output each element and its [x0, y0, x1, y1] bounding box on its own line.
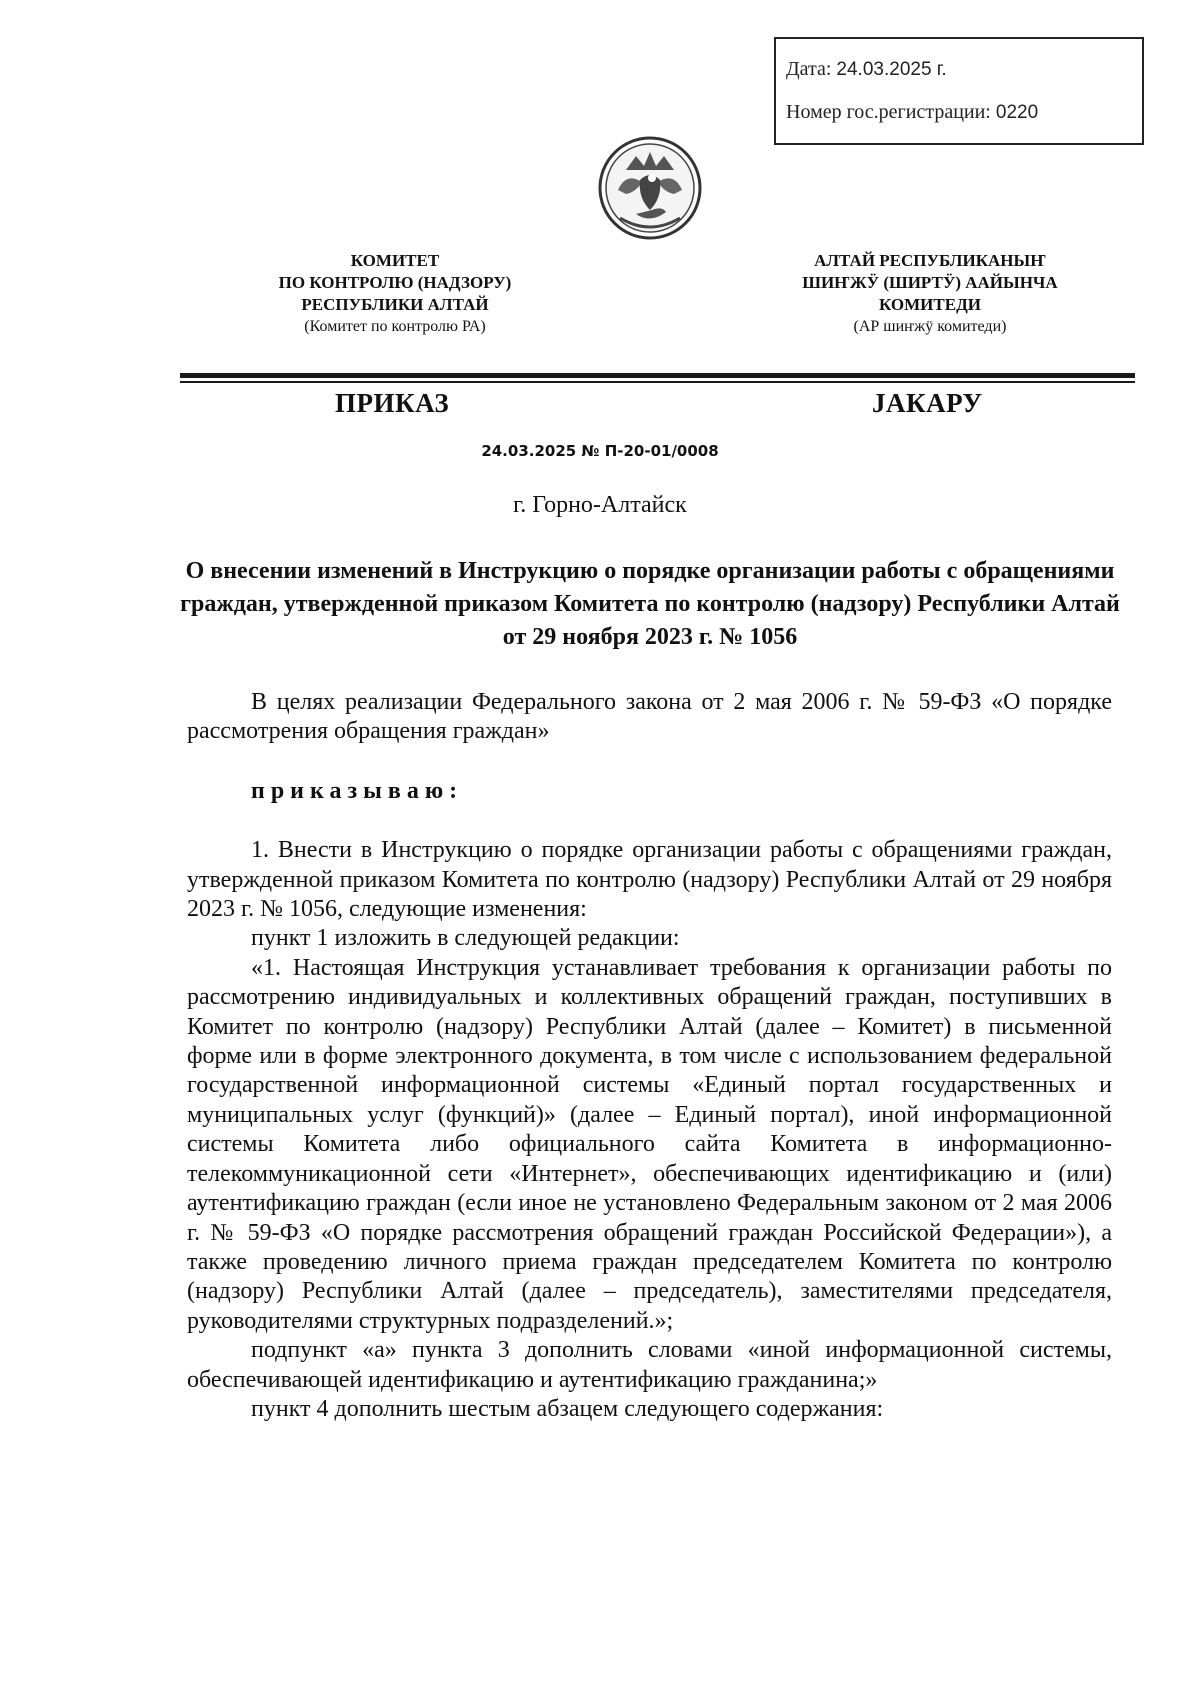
registration-date-label: Дата:	[786, 58, 832, 80]
paragraph-4: подпункт «а» пункта 3 дополнить словами «иной информационной системы, обеспечивающей идентификацию и аутентификацию гражданина;»	[187, 1337, 1112, 1393]
org-ru-line3: РЕСПУБЛИКИ АЛТАЙ	[301, 295, 489, 314]
header-organization-alt	[760, 250, 1100, 338]
doc-type-alt: ЈАКАРУ	[872, 388, 983, 418]
coat-of-arms-emblem	[596, 132, 704, 244]
paragraph-3: «1. Настоящая Инструкция устанавливает требования к организации работы по рассмотрению индивидуальных и коллективных обращений граждан, поступивших в Комитет по контролю (надзору) Республики Алтай (далее – Комитет) в письменной форме или в форме электронного документа, в том числе с использованием федеральной государственной информационной системы «Единый портал государственных и муниципальных услуг (функций)» (далее – Единый портал), иной информационной системы Комитета либо официального сайта Комитета в информационно-телекоммуникационной сети «Интернет», обеспечивающих идентификацию и (или) аутентификацию граждан (если иное не установлено Федеральным законом от 2 мая 2006 г. № 59-ФЗ «О порядке рассмотрения обращений граждан Российской Федерации»), а также проведению личного приема граждан председателем Комитета по контролю (надзору) Республики Алтай (далее – председатель), заместителями председателя, руководителями структурных подразделений.»;	[187, 954, 1112, 1334]
org-ru-short: (Комитет по контролю РА)	[304, 318, 486, 335]
document-body	[187, 688, 1112, 1424]
org-ru-line2: ПО КОНТРОЛЮ (НАДЗОРУ)	[278, 273, 512, 292]
header-divider-thick	[180, 373, 1135, 378]
org-alt-short: (АР шиҥжӱ комитеди)	[853, 318, 1007, 335]
org-alt-line1: АЛТАЙ РЕСПУБЛИКАНЫҤ	[814, 251, 1046, 270]
paragraph-1: 1. Внести в Инструкцию о порядке организации работы с обращениями граждан, утвержденной приказом Комитета по контролю (надзору) Республики Алтай от 29 ноября 2023 г. № 1056, следующие изменения:	[187, 837, 1112, 923]
preamble-paragraph: В целях реализации Федерального закона от 2 мая 2006 г. № 59-ФЗ «О порядке рассмотрения обращения граждан»	[187, 689, 1112, 745]
document-city: г. Горно-Алтайск	[513, 492, 687, 518]
paragraph-2: пункт 1 изложить в следующей редакции:	[251, 925, 680, 952]
registration-number	[786, 101, 1038, 124]
registration-number-label: Номер гос.регистрации:	[786, 101, 991, 123]
org-alt-line2: ШИҤЖӰ (ШИРТӰ) ААЙЫНЧА	[802, 273, 1058, 292]
registration-number-value: 0220	[995, 102, 1039, 123]
document-title: О внесении изменений в Инструкцию о порядке организации работы с обращениями граждан, утвержденной приказом Комитета по контролю (надзору) Республики Алтай от 29 ноября 2023 г. № 1056	[180, 558, 1120, 650]
registration-date	[786, 58, 947, 81]
paragraph-5: пункт 4 дополнить шестым абзацем следующего содержания:	[251, 1395, 884, 1422]
document-number: 24.03.2025 № П-20-01/0008	[481, 442, 719, 460]
header-organization-ru	[235, 250, 555, 338]
registration-date-value: 24.03.2025 г.	[836, 59, 947, 80]
org-alt-line3: КОМИТЕДИ	[879, 295, 981, 314]
registration-stamp	[774, 37, 1144, 145]
order-word: приказываю:	[251, 777, 464, 804]
org-ru-line1: КОМИТЕТ	[350, 251, 440, 270]
doc-type-ru: ПРИКАЗ	[335, 388, 450, 418]
header-divider-thin	[180, 381, 1135, 383]
